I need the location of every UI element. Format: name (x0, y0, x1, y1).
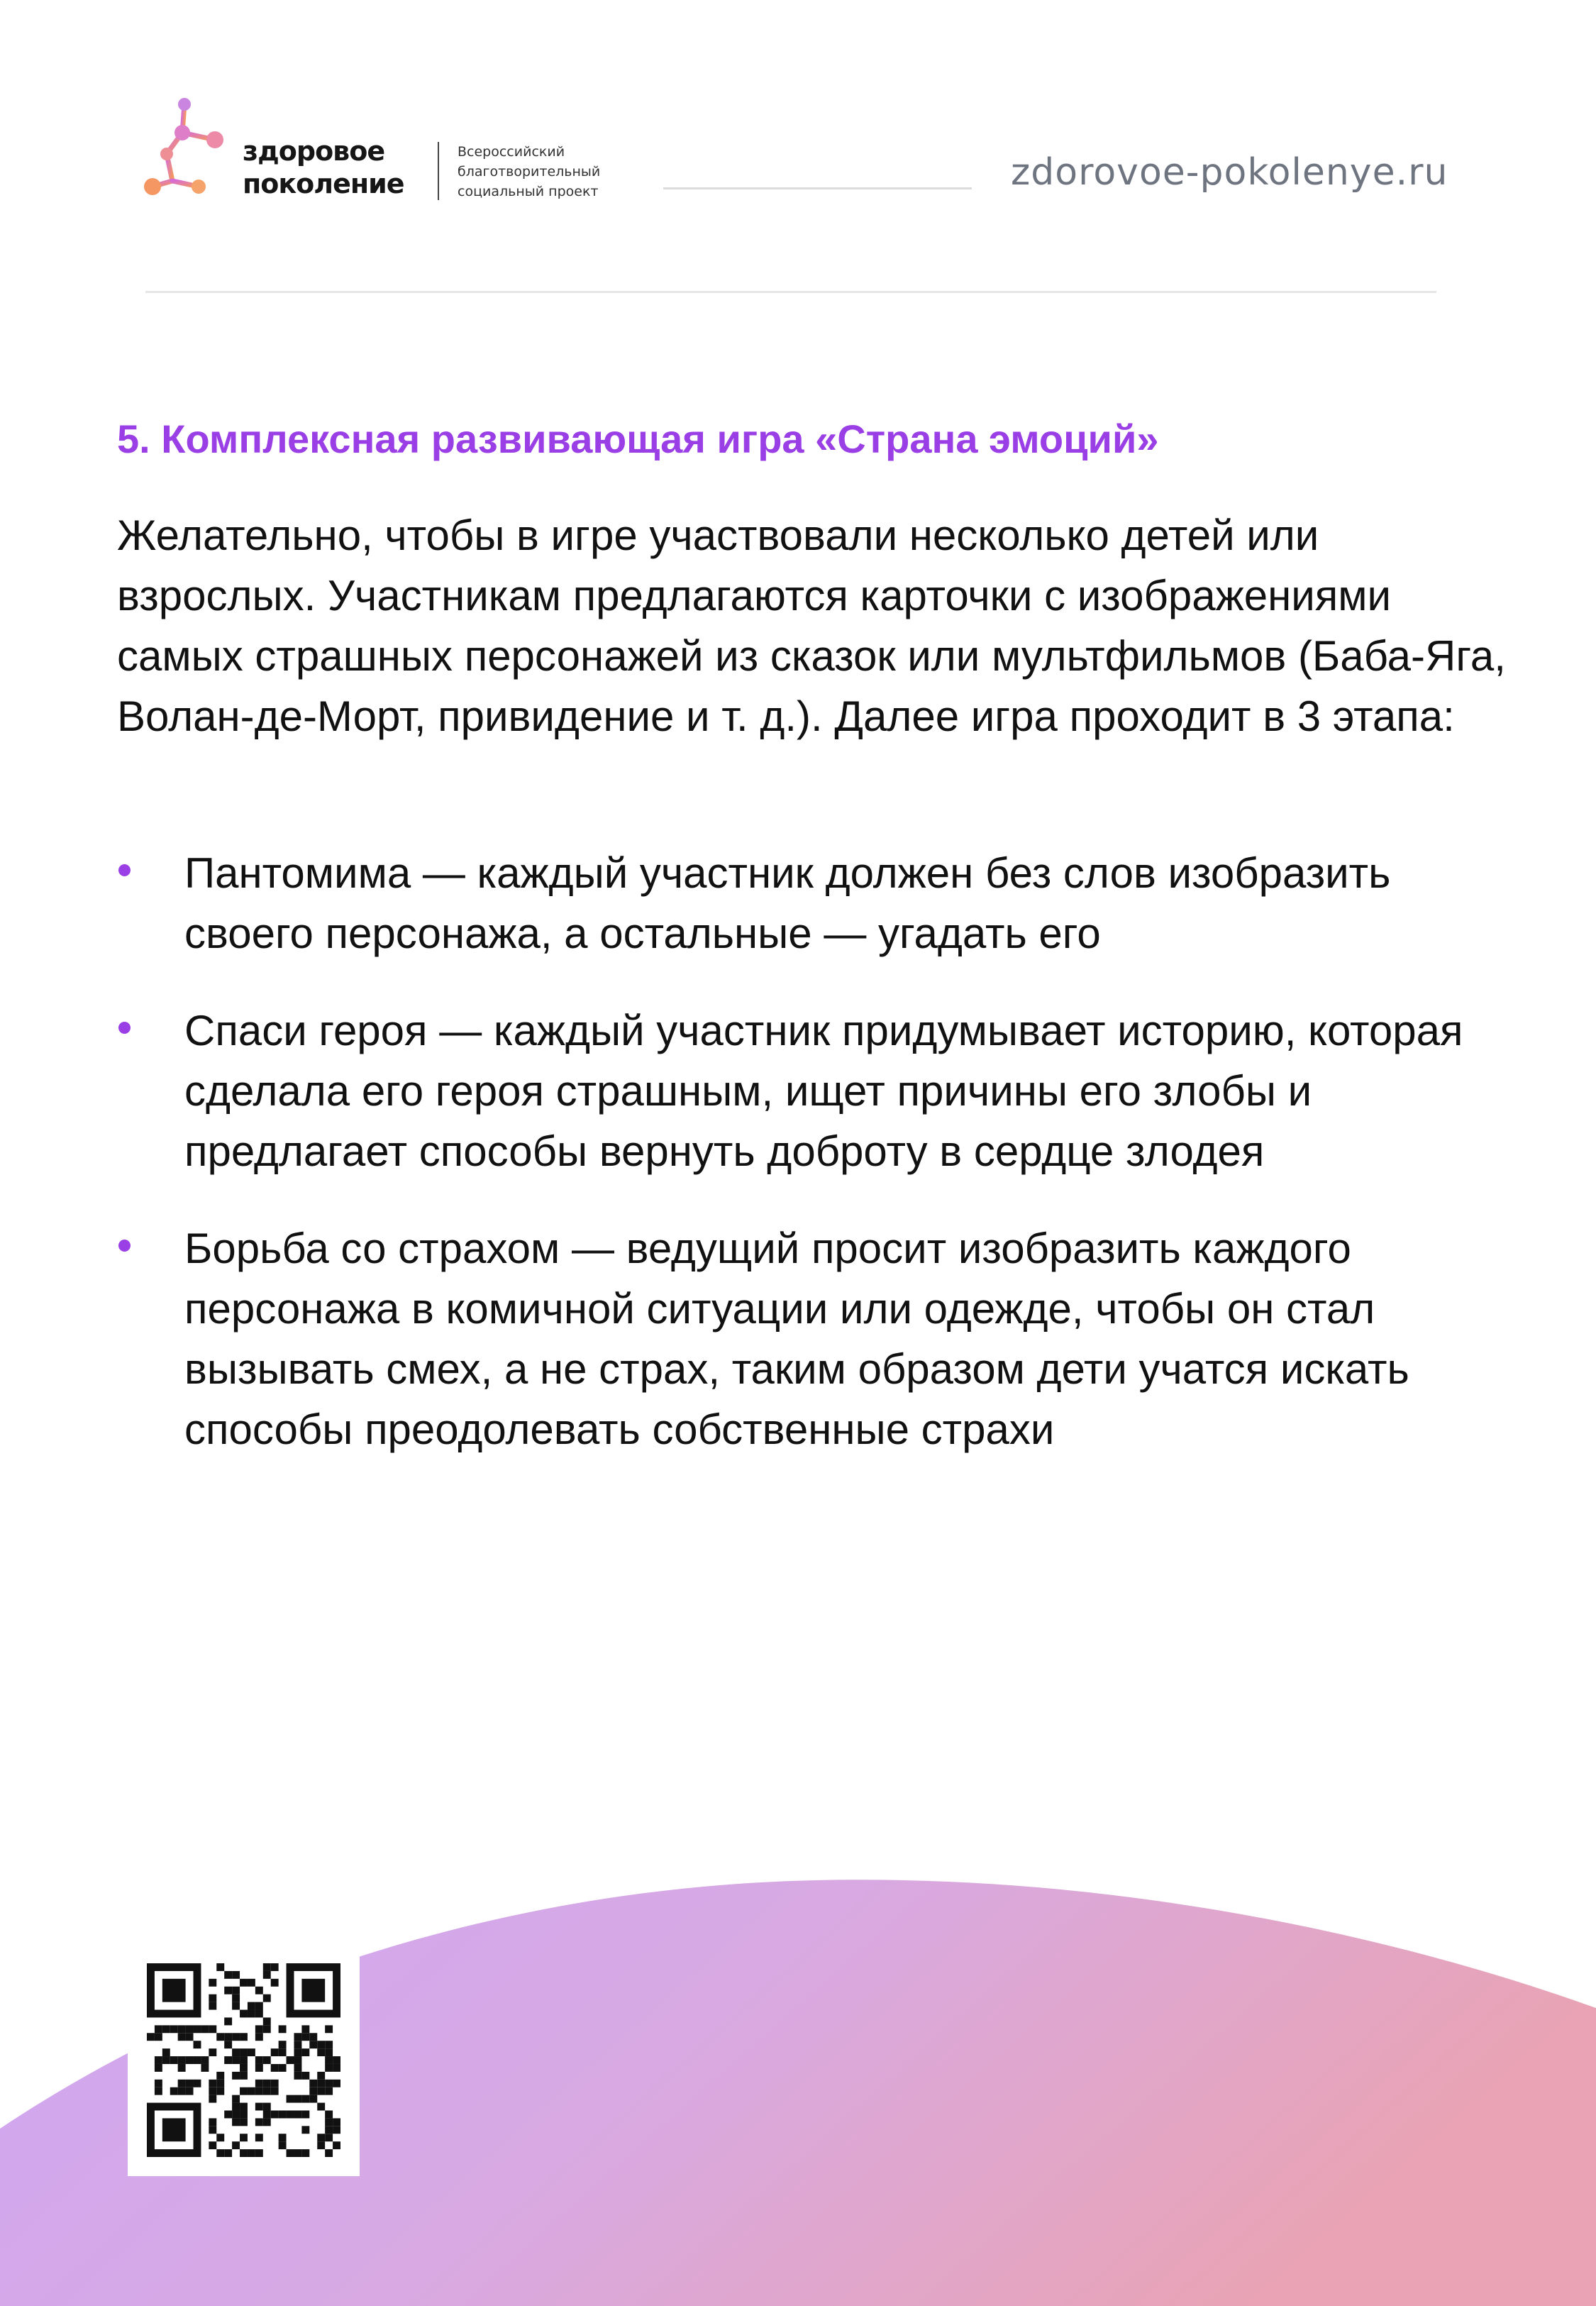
header-divider (145, 291, 1436, 293)
logo-wordmark (243, 135, 404, 200)
qr-code-icon (147, 1963, 340, 2157)
qr-code[interactable] (128, 1944, 360, 2176)
bullet-dot-icon (118, 1022, 131, 1034)
list-item (117, 1000, 1507, 1181)
bullet-dot-icon (118, 1240, 131, 1252)
list-item (117, 1218, 1507, 1460)
header-rule (663, 187, 972, 189)
intro-paragraph: Желательно, чтобы в игре участвовали несколько детей или взрослых. Участникам предлагаются карточки с изображениями самых страшных персонажей из сказок или мультфильмов (Баба-Яга, Волан-де-Морт, привидение и т. д.). Далее игра проходит в 3 этапа: (117, 512, 1506, 740)
list-item (117, 843, 1507, 964)
bullet-dot-icon (118, 864, 131, 876)
logo-tagline (458, 142, 600, 202)
stage-list (117, 843, 1507, 1496)
list-item-text: Пантомима — каждый участник должен без слов изобразить своего персонажа, а остальные — угадать его (184, 849, 1391, 957)
tagline-line-3: социальный проект (458, 184, 599, 199)
site-url-link[interactable]: zdorovoe-pokolenye.ru (1011, 151, 1448, 194)
logo-line-1: здоровое (243, 136, 385, 167)
page-header (0, 0, 1596, 298)
molecule-logo-icon (138, 96, 231, 202)
tagline-line-2: благотворительный (458, 164, 601, 180)
logo-line-2: поколение (243, 168, 404, 199)
section-title: 5. Комплексная развивающая игра «Страна эмоций» (117, 416, 1159, 461)
list-item-text: Спаси героя — каждый участник придумывает историю, которая сделала его героя страшным, ищет причины его злобы и предлагает способы вернуть доброту в сердце злодея (184, 1007, 1463, 1175)
logo-divider (438, 142, 439, 200)
list-item-text: Борьба со страхом — ведущий просит изобразить каждого персонажа в комичной ситуации или одежде, чтобы он стал вызывать смех, а не страх, таким образом дети учатся искать способы преодолевать собственные страхи (184, 1225, 1409, 1453)
tagline-line-1: Всероссийский (458, 144, 565, 160)
